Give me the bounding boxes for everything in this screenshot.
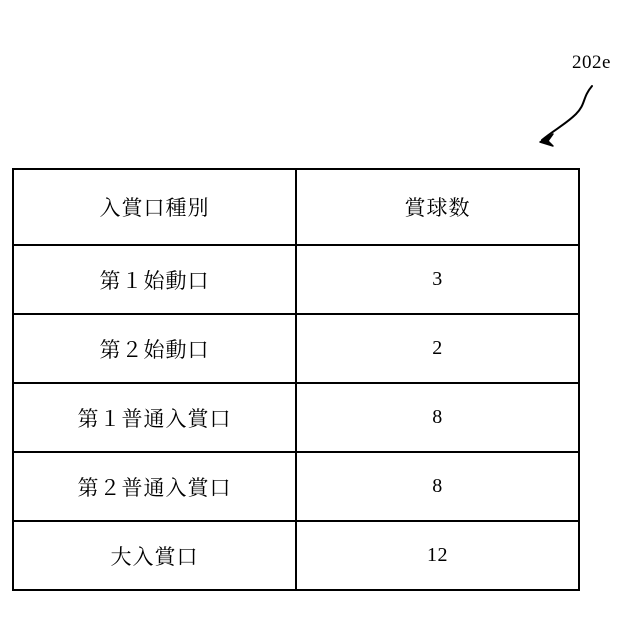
table-header-count-text: 賞球数 — [404, 196, 471, 220]
table-cell-kind-text: 大入賞口 — [110, 544, 199, 569]
table-cell-count-text: 8 — [432, 475, 443, 497]
table-cell-kind-text: 第２普通入賞口 — [77, 475, 232, 500]
table-row — [13, 245, 579, 314]
table-row — [13, 521, 579, 590]
table-cell-kind-text: 第１普通入賞口 — [77, 406, 232, 431]
table-header-kind-text: 入賞口種別 — [99, 196, 210, 220]
table-row — [13, 452, 579, 521]
table-header-row — [13, 169, 579, 245]
table-cell-count-text: 2 — [432, 337, 443, 359]
table-cell-kind — [13, 245, 296, 314]
table-cell-kind-text: 第２始動口 — [99, 337, 210, 362]
prize-table — [12, 168, 580, 591]
reference-number-label: 202e — [572, 52, 611, 73]
leader-line-arrow — [520, 80, 600, 150]
table-cell-count-text: 12 — [427, 544, 448, 566]
table-cell-count — [296, 452, 579, 521]
table-row — [13, 383, 579, 452]
table-cell-count-text: 8 — [432, 406, 443, 428]
table-header-cell-count — [296, 169, 579, 245]
table-header-cell-kind — [13, 169, 296, 245]
table-row — [13, 314, 579, 383]
table-cell-kind — [13, 521, 296, 590]
table-cell-count — [296, 245, 579, 314]
table-cell-count — [296, 521, 579, 590]
table-cell-kind — [13, 383, 296, 452]
table-cell-count — [296, 314, 579, 383]
table-cell-kind — [13, 452, 296, 521]
table-cell-count-text: 3 — [432, 268, 443, 290]
table-cell-kind-text: 第１始動口 — [99, 268, 210, 293]
table-cell-kind — [13, 314, 296, 383]
table-cell-count — [296, 383, 579, 452]
